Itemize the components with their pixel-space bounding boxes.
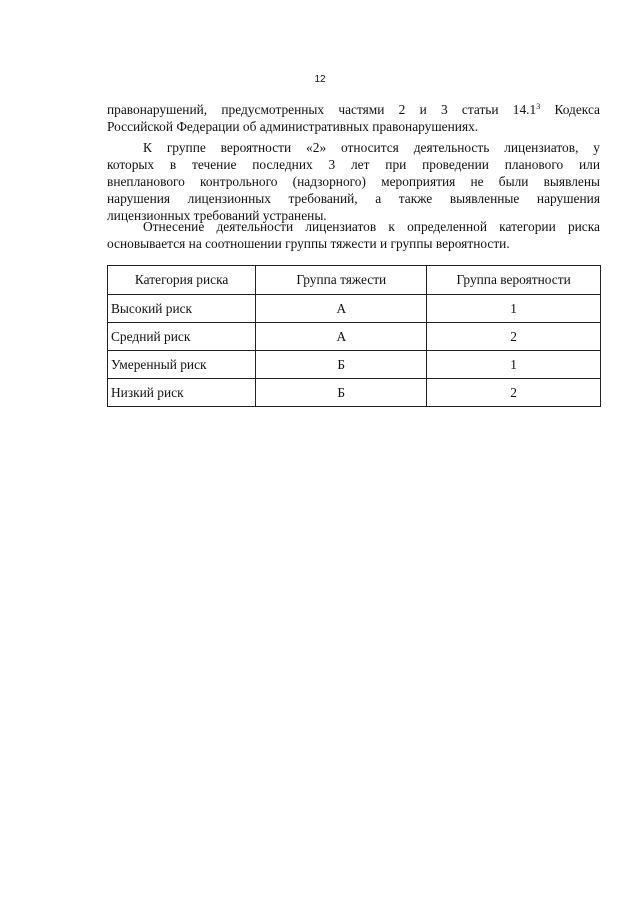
paragraph-line: лицензионных требований устранены. bbox=[107, 208, 327, 223]
paragraph-line: Отнесение деятельности лицензиатов к определенной категории риска bbox=[143, 219, 600, 234]
paragraph-line: К группе вероятности «2» относится деятельность лицензиатов, у bbox=[143, 140, 600, 155]
cell-risk-category: Высокий риск bbox=[108, 295, 256, 323]
line-text: правонарушений, предусмотренных частями 2 и 3 статьи 14.1 bbox=[107, 102, 537, 117]
table-row bbox=[108, 351, 601, 379]
cell-probability-group: 1 bbox=[427, 351, 601, 379]
risk-category-table bbox=[107, 265, 601, 407]
paragraph-offenses bbox=[107, 101, 600, 135]
cell-probability-group: 2 bbox=[427, 323, 601, 351]
cell-risk-category: Умеренный риск bbox=[108, 351, 256, 379]
header-probability-group: Группа вероятности bbox=[427, 266, 601, 295]
paragraph-risk-assignment bbox=[107, 218, 600, 252]
paragraph-line: Российской Федерации об административных правонарушениях. bbox=[107, 119, 479, 134]
paragraph-line bbox=[107, 101, 600, 118]
cell-probability-group: 1 bbox=[427, 295, 601, 323]
paragraph-line: нарушения лицензионных требований, а также выявленные нарушения bbox=[107, 191, 600, 206]
header-severity-group: Группа тяжести bbox=[256, 266, 427, 295]
superscript: 3 bbox=[536, 102, 541, 111]
table-row bbox=[108, 323, 601, 351]
paragraph-line: которых в течение последних 3 лет при проведении планового или bbox=[107, 157, 600, 172]
paragraph-line: основывается на соотношении группы тяжести и группы вероятности. bbox=[107, 236, 510, 251]
paragraph-line: внепланового контрольного (надзорного) мероприятия не были выявлены bbox=[107, 174, 600, 189]
line-text: Кодекса bbox=[540, 102, 600, 117]
cell-probability-group: 2 bbox=[427, 379, 601, 407]
cell-severity-group: А bbox=[256, 295, 427, 323]
cell-severity-group: Б bbox=[256, 379, 427, 407]
table-row bbox=[108, 379, 601, 407]
cell-risk-category: Средний риск bbox=[108, 323, 256, 351]
table-row bbox=[108, 295, 601, 323]
header-risk-category: Категория риска bbox=[108, 266, 256, 295]
cell-severity-group: А bbox=[256, 323, 427, 351]
cell-risk-category: Низкий риск bbox=[108, 379, 256, 407]
paragraph-probability-group bbox=[107, 139, 600, 224]
cell-severity-group: Б bbox=[256, 351, 427, 379]
table-header-row bbox=[108, 266, 601, 295]
page-number: 12 bbox=[314, 74, 326, 85]
